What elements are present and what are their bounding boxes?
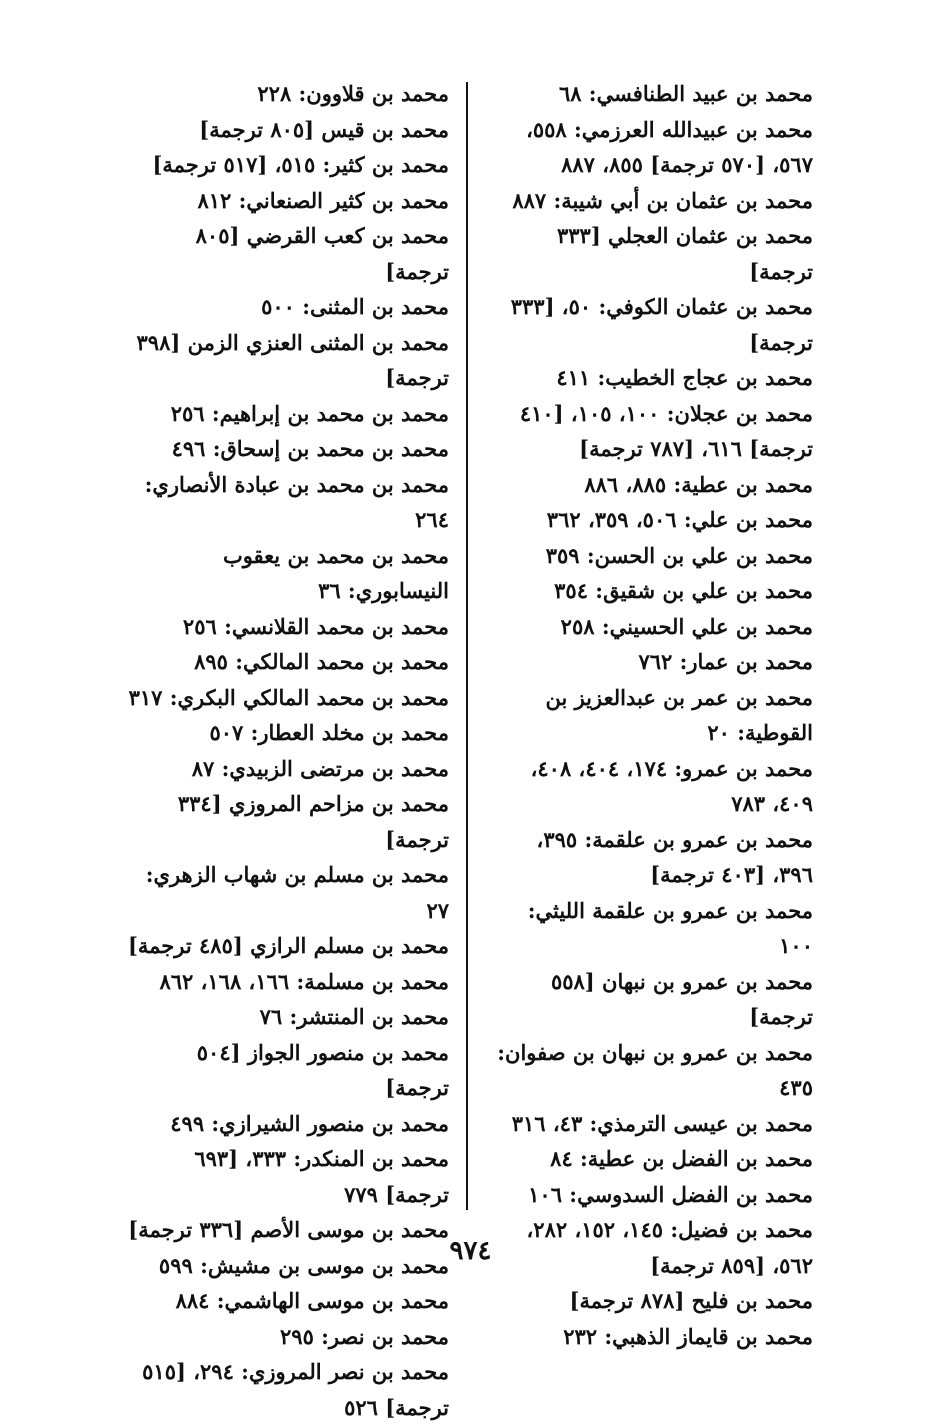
index-entry: محمد بن الفضل بن عطية: ٨٤ xyxy=(550,1146,813,1171)
index-entry: محمد بن عجلان: ١٠٠، ١٠٥، [٤١٠ ترجمة] ٦١٦، [٧٨٧ ترجمة] xyxy=(519,400,813,461)
index-entry: محمد بن محمد المالكي: ٨٩٥ xyxy=(194,649,449,674)
index-entry: محمد بن مخلد العطار: ٥٠٧ xyxy=(209,720,449,745)
index-entry: محمد بن محمد بن إبراهيم: ٢٥٦ xyxy=(170,400,449,426)
index-entry: محمد بن علي الحسيني: ٢٥٨ xyxy=(560,613,813,639)
index-entry: محمد بن موسى الأصم [٣٣٦ ترجمة] xyxy=(128,1217,449,1242)
index-entry: محمد بن عثمان العجلي [٣٣٣ ترجمة] xyxy=(556,223,813,284)
index-entry: محمد بن نصر المروزي: ٢٩٤، [٥١٥ ترجمة] ٥٢٦ xyxy=(142,1359,449,1420)
index-entry: محمد بن مرتضى الزبيدي: ٨٧ xyxy=(191,755,449,781)
index-entry: محمد بن قايماز الذهبي: ٢٣٢ xyxy=(563,1323,813,1349)
index-entry: محمد بن موسى بن مشيش: ٥٩٩ xyxy=(158,1252,449,1278)
index-entry: محمد بن عثمان الكوفي: ٥٠، [٣٣٣ ترجمة] xyxy=(510,294,813,355)
index-entry: محمد بن عمرو بن نبهان [٥٥٨ ترجمة] xyxy=(550,968,813,1029)
index-entry: محمد بن محمد بن عبادة الأنصاري: ٢٦٤ xyxy=(144,471,449,532)
index-entry: محمد بن كثير الصنعاني: ٨١٢ xyxy=(197,187,449,213)
index-entry: محمد بن عمرو بن نبهان بن صفوان: ٤٣٥ xyxy=(497,1039,813,1100)
index-entry: محمد بن محمد بن يعقوب النيسابوري: ٣٦ xyxy=(222,542,449,603)
index-column-right xyxy=(493,76,813,1354)
index-entry: محمد بن قلاوون: ٢٢٨ xyxy=(257,81,449,106)
index-entry: محمد بن عمرو: ١٧٤، ٤٠٤، ٤٠٨، ٤٠٩، ٧٨٣ xyxy=(530,755,813,816)
index-entry: محمد بن مسلمة: ١٦٦، ١٦٨، ٨٦٢ xyxy=(159,968,449,994)
index-entry: محمد بن فضيل: ١٤٥، ١٥٢، ٢٨٢، ٥٦٢، [٨٥٩ ترجمة] xyxy=(526,1217,813,1278)
index-entry: محمد بن محمد المالكي البكري: ٣١٧ xyxy=(128,684,449,710)
index-entry: محمد بن الفضل السدوسي: ١٠٦ xyxy=(528,1181,813,1207)
index-entry: محمد بن نصر: ٢٩٥ xyxy=(280,1323,449,1349)
index-entry: محمد بن عمر بن عبدالعزيز بن القوطية: ٢٠ xyxy=(545,684,813,745)
index-entry: محمد بن علي: ٥٠٦، ٣٥٩، ٣٦٢ xyxy=(546,507,813,532)
index-entry: محمد بن عطية: ٨٨٥، ٨٨٦ xyxy=(584,471,813,497)
index-entry: محمد بن كعب القرضي [٨٠٥ ترجمة] xyxy=(195,223,449,284)
index-entry: محمد بن عمرو بن علقمة: ٣٩٥، ٣٩٦، [٤٠٣ ترجمة] xyxy=(536,826,813,887)
index-entry: محمد بن المثنى: ٥٠٠ xyxy=(261,294,449,319)
index-entry: محمد بن المنتشر: ٧٦ xyxy=(259,1004,449,1029)
index-entry: محمد بن عمار: ٧٦٢ xyxy=(638,649,813,674)
index-entry: محمد بن عجاج الخطيب: ٤١١ xyxy=(556,365,813,390)
index-entry: محمد بن كثير: ٥١٥، [٥١٧ ترجمة] xyxy=(152,152,449,177)
index-entry: محمد بن منصور الشيرازي: ٤٩٩ xyxy=(170,1110,449,1136)
index-entry: محمد بن قيس [٨٠٥ ترجمة] xyxy=(199,116,449,142)
index-entry: محمد بن المنكدر: ٣٣٣، [٦٩٣ ترجمة] ٧٧٩ xyxy=(194,1146,449,1207)
index-entry: محمد بن علي بن الحسن: ٣٥٩ xyxy=(545,542,813,568)
index-entry: محمد بن فليح [٨٧٨ ترجمة] xyxy=(569,1288,813,1313)
index-column-left xyxy=(127,76,449,1425)
index-entry: محمد بن محمد بن إسحاق: ٤٩٦ xyxy=(171,436,449,461)
page-number: ٩٧٤ xyxy=(449,1236,492,1266)
index-entry: محمد بن مسلم الرازي [٤٨٥ ترجمة] xyxy=(127,933,449,958)
index-entry: محمد بن علي بن شقيق: ٣٥٤ xyxy=(554,578,813,603)
index-entry: محمد بن عثمان بن أبي شيبة: ٨٨٧ xyxy=(512,187,813,213)
index-entry: محمد بن مسلم بن شهاب الزهري: ٢٧ xyxy=(145,862,449,923)
index-entry: محمد بن مزاحم المروزي [٣٣٤ ترجمة] xyxy=(177,791,449,852)
index-entry: محمد بن عبيد الطنافسي: ٦٨ xyxy=(558,81,813,106)
index-entry: محمد بن المثنى العنزي الزمن [٣٩٨ ترجمة] xyxy=(136,329,449,390)
index-entry: محمد بن عمرو بن علقمة الليثي: ١٠٠ xyxy=(527,897,813,958)
index-entry: محمد بن منصور الجواز [٥٠٤ ترجمة] xyxy=(196,1039,449,1100)
index-entry: محمد بن عبيدالله العرزمي: ٥٥٨، ٥٦٧، [٥٧٠ ترجمة] ٨٥٥، ٨٨٧ xyxy=(526,116,813,177)
index-entry: محمد بن موسى الهاشمي: ٨٨٤ xyxy=(175,1288,449,1313)
index-entry: محمد بن عيسى الترمذي: ٤٣، ٣١٦ xyxy=(511,1110,813,1136)
column-divider xyxy=(466,82,468,1210)
index-entry: محمد بن محمد القلانسي: ٢٥٦ xyxy=(182,613,449,639)
